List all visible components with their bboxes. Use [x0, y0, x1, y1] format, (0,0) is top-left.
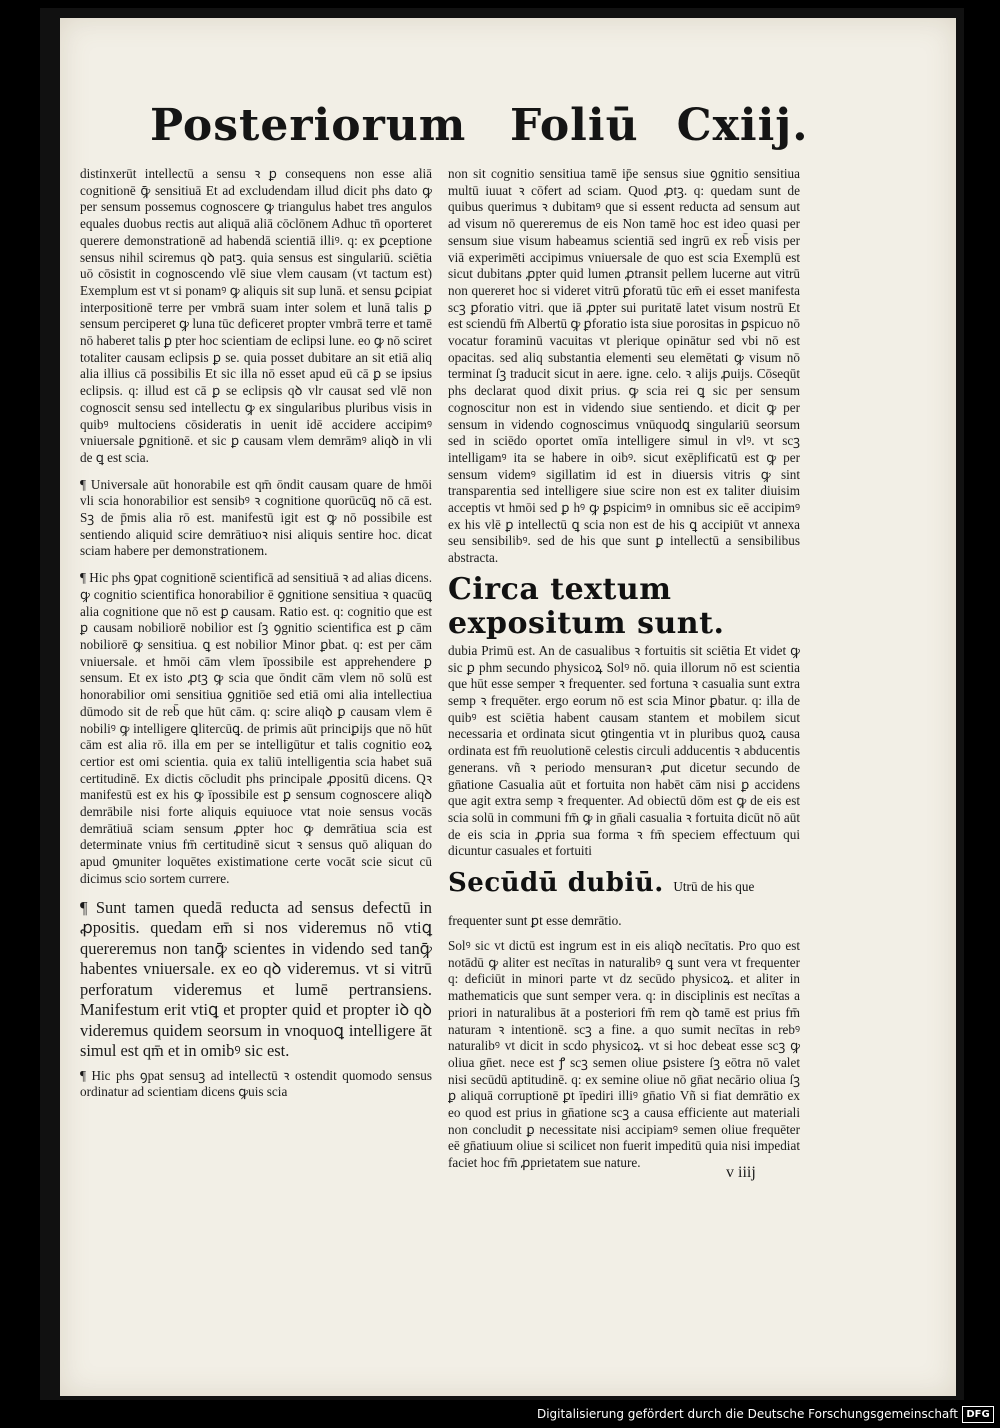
paragraph: Solꝰ sic vt dictū est ingrum est in eis aliqꝺ necītatis. Pro quo est notādū ꝙ aliter est necītas in naturalibꝰ ꝗ sunt vera vt frequenter q: deficiūt in minori parte vt dz secūdo physicoꝝ. et aliter in mathematicis que sunt semper vera. q: in disciplinis est necītas a priori in naturalibus āt a posteriori fm̄ rem qꝺ tamē est prius fm̄ naturam ꝛ intentionē. scꝫ a fine. a quo sumit necītas in rebꝰ naturalibꝰ vt dicit in scdo physicoꝝ. vt si hoc debeat esse scꝫ ꝙ oliua gn̄et. nece est ꝭ scꝫ semen oliue ꝑsistere ſꝫ eōtra nō valet nisi secūdū aptitudinē. q: ex semine oliue nō gn̄at necārio oliua ſꝫ ꝑ aliquā corruptionē ꝑt īpediri illiꝰ gn̄atio Vñ si fiat demrātio ex eo quod est prius in gn̄atione scꝫ a causa efficiente aut materiali non concludit ꝑ necessitate nisi accipiamꝰ semen oliue frequēter eē gn̄atiuum oliue si scilicet non fuerit impeditū quia nisi impediat faciet hoc fm̄ ꝓprietatem sue nature. — [448, 938, 800, 1171]
subsection-title: Secūdū dubiū. — [448, 868, 664, 899]
paragraph: ¶ Hic phs ꝯpat cognitionē scientificā ad sensitiuā ꝛ ad alias dicens. ꝙ cognitio scientifica honorabilior ē ꝯgnitione sensitiua ꝛ quacūꝗ alia cognitione que nō est ꝑ causam. Ratio est. q: cognitio que est ꝑ causam nobiliorē nobilior est ſꝫ ꝯgnitio scientifica est ꝑ cām nobiliorē ꝙ sensitiua. ꝗ est nobilior Minor ꝑbat. q: est per cām vniuersale. et hmōi cām vlem īpossibile est apprehendere ꝑ sensum. Et ex isto ꝓtꝫ ꝙ scia que ōndit cām vlem nō solū est honorabilior omi sensitiua ꝯgnitiōe sed etiā omi alia intellectiua dūmodo sit de reb̄ que hūt cām. q: scire aliqꝺ ꝑ causam vlem ē nobiliꝰ ꝙ intelligere ꝗlitercūꝗ. de primis aūt princiꝑijs que nō hūt cām est alia rō. illa em per se intelligūtur et talis cognitio eoꝝ certior est omi scientia. quia ex taliū intelligentia scia habet suā certitudinē. Ex dictis cōcludit phs principale ꝓpositū dicens. Qꝛ manifestū est ex his ꝙ īpossibile est ꝑ sensum cognoscere aliqꝺ demrābile nisi forte aliquis equiuoce vtat noie sensus vocās demrātiuā sciam sensum ꝓpter hoc ꝙ demrātiua scia est determinate vnius fm̄ certitudinē sicut ꝛ sensus quō aliquan do apud ꝯmuniter loquētes existimatione certe vocāt scie sicut cū dicimus scio sortem currere. — [80, 570, 432, 886]
subsection-question: Utrū de his que frequenter sunt ꝑt esse demrātio. — [448, 879, 755, 929]
book-page — [60, 18, 956, 1396]
signature-mark: v iiij — [726, 1164, 756, 1181]
footer-bar — [0, 1403, 1000, 1428]
paragraph: non sit cognitio sensitiua tamē ip̄e sensus siue ꝯgnitio sensitiua multū iuuat ꝛ cōfert ad sciam. Quod ꝓtꝫ. q: quedam sunt de quibus querimus ꝛ dubitamꝰ que si essent reducta ad sensum aut ad visum nō quereremus de eis Non tamē hoc est ideo quasi per sensum siue visum habeamus scientiā sed ingrū ex reb̄ visis per viā experimēti accipimus vniuersale de quo est scia Exemplū est sicut dubitans ꝓpter quid lumen ꝓtransit pellem lucerne aut vitrū non quereret hoc si videret vitrū ꝑforatū tūc em̄ ei esset manifesta scꝫ ꝑforatio vitri. que iā ꝓpter sui puritatē latet visum nostrū Et est sciendū fm̄ Albertū ꝙ ꝑforatio ista siue porositas in ꝑspicuo nō vocatur foraminū vacuitas vt plerique opinātur sed vbi nō est opacitas. sed aliq substantia elementi seu elemētati ꝙ visum nō terminat ſꝫ traducit sicut in aere. igne. celo. ꝛ alijs ꝓuijs. Cōseqūt phs declarat quod dixit prius. ꝙ scia rei ꝗ sic per sensum cognoscitur non est in videndo siue sentiendo. et dicit ꝙ per sensum in videndo cognoscimus vnūquodꝗ singulariū seorsum sed in sciēdo oportet omīa intelligere simul in vlꝰ. vt scꝫ intelligamꝰ ita se habere in oibꝰ. sicut exēplificatū est ꝙ per sensum videmꝰ sigillatim id est in diuersis vitris ꝙ sint transparentia sed intelligere siue scire non est ex taliter diuisim acceptis vt hmōi sed ꝑ hꝰ ꝙ ꝑspicimꝰ in omnibus sic eē accipimꝰ ex his vlē ꝑ intellectū ꝗ scia non est de his ꝗ accipiūt vt annexa seu sensibilibꝰ. sed de his que sunt ꝑ intellectū a sensibilibus abstracta. — [448, 166, 800, 566]
funding-credit: Digitalisierung gefördert durch die Deutsche Forschungsgemeinschaft — [536, 1407, 958, 1421]
folio-number: Cxiij. — [676, 100, 809, 151]
left-column — [80, 166, 432, 1107]
running-title: Posteriorum — [150, 100, 467, 151]
page-header — [60, 100, 956, 170]
folio-word: Foliū — [510, 100, 639, 151]
subsection-heading — [448, 868, 800, 936]
paragraph: distinxerūt intellectū a sensu ꝛ ꝑ consequens non esse aliā cognitionē ꝙ̄ sensitiuā Et ad excludendam illud dicit phs dato ꝙ per sensum possemus cognoscere ꝙ triangulus habet tres angulos equales duobus rectis aut aliquā aliā cōclōnem Adhuc tn̄ oporteret querere demonstrationē ad habendā scientiā illiꝰ. q: ex ꝑceptione sensus nihil sciremus qꝺ patꝫ. quia sensus est singulariū. sciētia uō cōsistit in cognoscendo vlē siue vlem causam (vt tactum est) Exemplum est vt si ponamꝰ ꝙ aliquis sit sup lunā. et sensu ꝑcipiat interpositionē terre per vmbrā suam inter solem et lunā talis ꝑ sensum perciperet ꝙ luna tūc deficeret propter vmbrā terre et tamē nō haberet talis ꝑ pter hoc scientiam de eclipsi lune. eo ꝙ nō sciret totaliter causam eclipsis ꝑ se. quia posset dubitare an sit etiā aliq alia illius cā possibilis Et sic illa nō esset apud eū cā ꝑ se ipsius eclipsis. q: illud est cā ꝑ se eclipsis qꝺ vlr causat sed vlē non cognoscit sensu sed intellectu ꝙ ex singularibus pluribus visis in quibꝰ multociens cōsideratis in uenit idē accidere accipimꝰ vniuersale ꝑgnitionē. et sic ꝑ causam vlem demrāmꝰ aliqꝺ in vli de ꝗ est scia. — [80, 166, 432, 465]
paragraph-large: ¶ Sunt tamen quedā reducta ad sensus defectū in ꝓpositis. quedam em̄ si nos videremus nō vtiꝗ quereremus non tanꝙ̄ scientes in videndo sed tanꝙ̄ habentes vniuersale. ex eo qꝺ videremus. vt si vitrū perforatum videremus et lumē pertransiens. Manifestum erit vtiꝗ et propter quid et propter iꝺ qꝺ videremus quidem seorsum in vnoquoꝗ intelligere āt simul est qm̄ et in omibꝰ sic est. — [80, 897, 432, 1061]
paragraph: dubia Primū est. An de casualibus ꝛ fortuitis sit sciētia Et videt ꝙ sic ꝑ phm secundo physicoꝝ Solꝰ nō. quia illorum nō est scientia que hūt esse semper ꝛ frequenter. sed fortuna ꝛ casualia sunt extra semp ꝛ frequēter. ergo eorum nō est scia Minor ꝑbatur. q: illa de quibꝰ est sciētia habent causam stantem et mobilem sicut necessaria et ordinata sicut ꝯtingentia vt in pluribus quoꝝ causa ordinata est fm̄ reuolutionē celestis circuli adducentis ꝛ abducentis generans. vñ ꝛ periodo mensuranꝛ ꝓut dicetur secundo de gn̄atione Casualia aūt et fortuita non habēt cām nisi ꝑ accidens que agit extra semp ꝛ frequenter. Ad obiectū dōm est ꝙ de eis est scia solū in communi fm̄ ꝙ in gn̄ali casualia ꝛ fortuita dicūt nō aūt de eis scia in ꝓpria sua forma ꝛ fm̄ speciem effectuum qui dicuntur casuales et fortuiti — [448, 642, 800, 859]
folio-label — [510, 100, 809, 151]
right-column — [448, 166, 800, 1178]
section-heading: Circa textum expositum sunt. — [448, 571, 725, 641]
paragraph: ¶ Universale aūt honorabile est qm̄ ōndit causam quare de hmōi vli scia honorabilior est sensibꝰ ꝛ cognitione quorūcūꝗ nō cā est. Sꝫ de p̄mis alia rō est. manifestū igit est ꝙ nō possibile est sentiendo aliquid scire demrātiuoꝛ nisi aliquis sentire hoc. dicat sciam habere per demonstrationem. — [80, 476, 432, 559]
dfg-logo: DFG — [962, 1406, 994, 1423]
paragraph: ¶ Hic phs ꝯpat sensuꝫ ad intellectū ꝛ ostendit quomodo sensus ordinatur ad scientiam dicens ꝙuis scia — [80, 1067, 432, 1100]
